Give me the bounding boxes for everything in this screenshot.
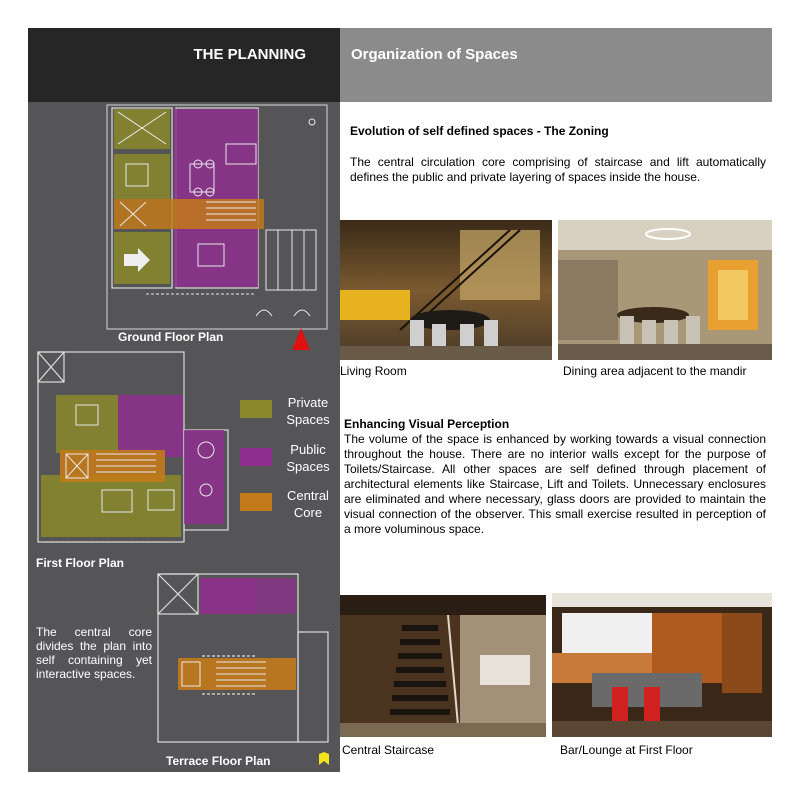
legend-public-label bbox=[278, 441, 338, 475]
left-header bbox=[28, 28, 340, 102]
legend-private-label bbox=[278, 394, 338, 428]
legend-core-line1: Central bbox=[287, 488, 329, 503]
first-floor-plan bbox=[36, 350, 232, 550]
planning-title: THE PLANNING bbox=[193, 46, 306, 63]
legend-private-line1: Private bbox=[287, 395, 329, 410]
legend-core-label bbox=[278, 487, 338, 521]
legend-public-line2: Spaces bbox=[286, 459, 330, 474]
central-staircase-caption: Central Staircase bbox=[342, 743, 435, 757]
living-room-caption: Living Room bbox=[340, 364, 407, 378]
north-marker-icon bbox=[318, 752, 330, 766]
bar-lounge-photo bbox=[552, 593, 772, 737]
dining-area-photo bbox=[558, 220, 772, 360]
zoning-body: The central circulation core comprising of staircase and lift automatically defines the public and private layering of spaces inside the house. bbox=[350, 155, 766, 184]
terrace-floor-label: Terrace Floor Plan bbox=[166, 754, 271, 768]
legend-private-line2: Spaces bbox=[286, 412, 330, 427]
legend-private-swatch bbox=[240, 400, 272, 418]
legend-core-swatch bbox=[240, 493, 272, 511]
legend-public-swatch bbox=[240, 448, 272, 466]
dining-area-caption: Dining area adjacent to the mandir bbox=[563, 364, 747, 378]
legend-core-line2: Core bbox=[293, 505, 323, 520]
terrace-floor-plan bbox=[156, 572, 336, 748]
ground-floor-plan bbox=[106, 104, 328, 330]
visual-heading: Enhancing Visual Perception bbox=[344, 417, 510, 431]
right-header bbox=[340, 28, 772, 102]
ground-floor-label: Ground Floor Plan bbox=[118, 330, 224, 344]
legend-public-line1: Public bbox=[290, 442, 326, 457]
living-room-photo bbox=[340, 220, 552, 360]
organization-title: Organization of Spaces bbox=[351, 46, 518, 63]
first-floor-label: First Floor Plan bbox=[36, 556, 125, 570]
entry-marker-icon bbox=[290, 326, 312, 352]
central-staircase-photo bbox=[340, 595, 546, 737]
core-note: The central core divides the plan into self containing yet interactive spaces. bbox=[36, 625, 152, 681]
visual-body: The volume of the space is enhanced by working towards a visual connection throughout the house. There are no interior walls except for the purpose of Toilets/Staircase. All other spaces are self defined through placement of architectural elements like Staircase, Lift and Toilets. Unnecessary enclosures are eliminated and where necessary, glass doors are provided to maintain the visual connection of the observer. This small exercise resulted in perception of a more voluminous space. bbox=[344, 432, 766, 536]
bar-lounge-caption: Bar/Lounge at First Floor bbox=[560, 743, 693, 757]
zoning-heading: Evolution of self defined spaces - The Zoning bbox=[350, 124, 609, 138]
